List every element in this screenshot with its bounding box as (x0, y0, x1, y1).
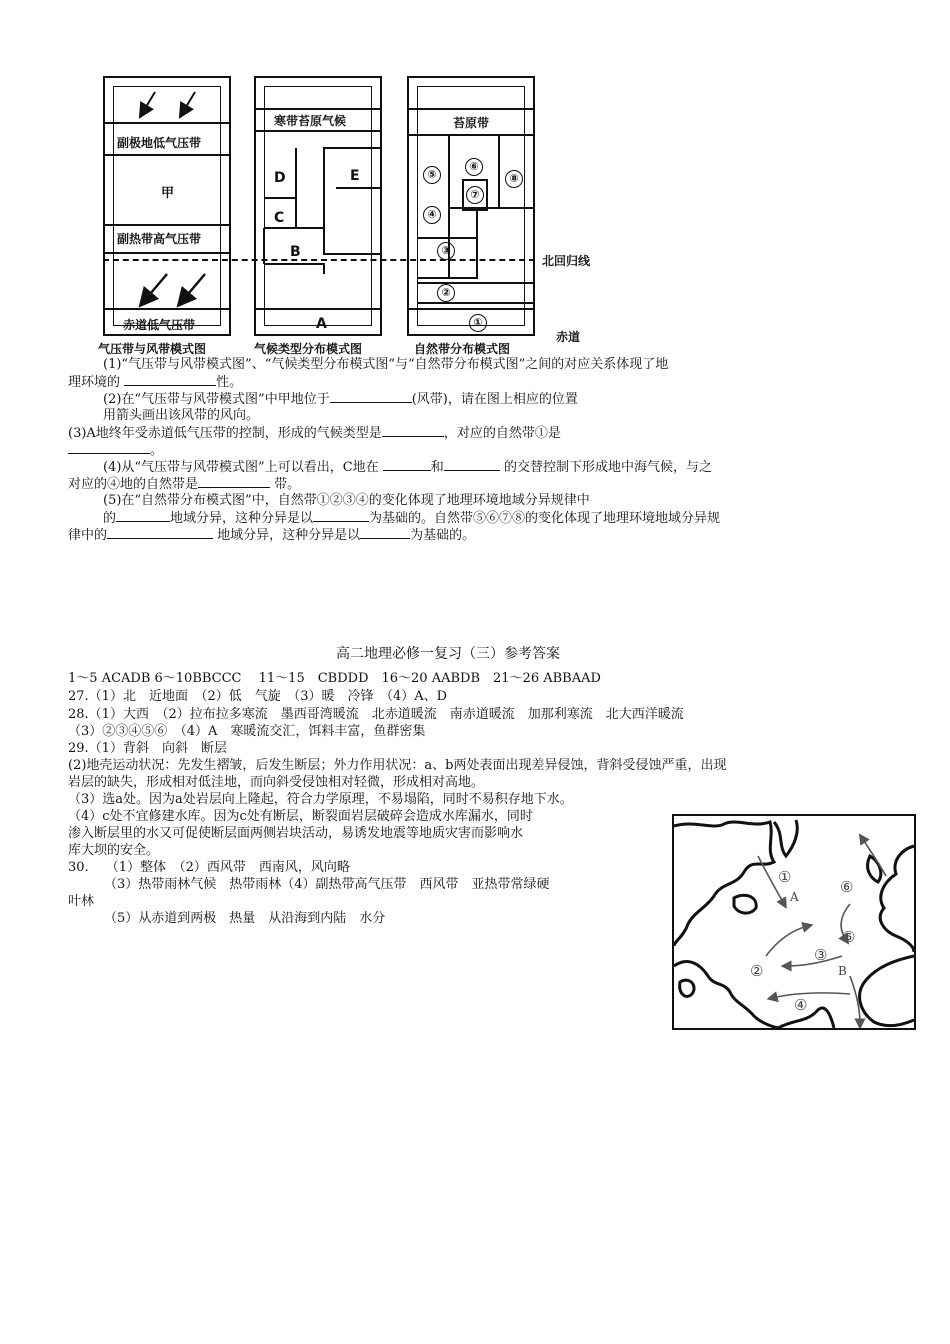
map-current-3-label: ③ (814, 946, 828, 964)
q4-text-2-post: 带。 (274, 477, 301, 492)
natural-zone-title: 自然带分布模式图 (414, 342, 511, 356)
answer-29-line4: （3）选a处。因为a处岩层向上隆起，符合力学原理，不易塌陷，同时不易积存地下水。 (68, 792, 573, 807)
q5-text-2-post: 为基础的。自然带⑤⑥⑦⑧的变化体现了地理环境地域分异规 (369, 511, 721, 526)
wind-arrows (105, 78, 229, 334)
q3-line1 (68, 424, 561, 442)
zone-8-label: ⑧ (505, 170, 523, 188)
q1-text-post: 性。 (216, 375, 243, 390)
q2-text-2: 用箭头画出该风带的风向。 (103, 408, 260, 423)
q2-text-pre: (2)在“气压带与风带模式图”中甲地位于 (103, 392, 330, 407)
answers-title: 高二地理必修一复习（三）参考答案 (336, 646, 560, 662)
q4-line2 (68, 475, 300, 493)
tropic-label: 北回归线 (542, 254, 591, 268)
answer-27: 27.（1）北 近地面 （2）低 气旋 （3）暖 冷锋 （4）A、D (68, 689, 448, 704)
answer-29-line2: (2)地壳运动状况：先发生褶皱，后发生断层；外力作用状况：a、b两处表面出现差异侵蚀，背斜受侵蚀严重，出现 (68, 758, 727, 773)
climate-title: 气候类型分布模式图 (254, 342, 363, 356)
climate-panel (254, 76, 382, 336)
answer-30-line4: （5）从赤道到两极 热量 从沿海到内陆 水分 (104, 911, 386, 926)
q4-blank-1[interactable] (383, 458, 431, 471)
answer-30-line1: 30. （1）整体 （2）西风带 西南风，风向略 (68, 860, 350, 875)
q4-text-pre: (4)从“气压带与风带模式图”上可以看出，C地在 (103, 460, 379, 475)
q5-line2 (103, 509, 720, 527)
tundra-zone-label: 苔原带 (453, 116, 490, 130)
q2-text-post: (风带)，请在图上相应的位置 (411, 392, 578, 407)
map-current-4-label: ④ (794, 996, 808, 1014)
ocean-currents-map (672, 814, 916, 1030)
q5-blank-4[interactable] (360, 526, 410, 539)
q4-blank-2[interactable] (444, 458, 500, 471)
q5-line3 (68, 526, 475, 544)
jia-label: 甲 (161, 186, 175, 201)
zone-3-label: ③ (437, 242, 455, 260)
q5-blank-2[interactable] (313, 509, 369, 522)
answer-29-line3: 岩层的缺失，形成相对低洼地，而向斜受侵蚀相对轻微，形成相对高地。 (68, 775, 485, 790)
map-point-a-label: A (790, 890, 799, 904)
equatorial-low-label: 赤道低气压带 (123, 318, 196, 332)
q5-text-2-mid: 地域分异，这种分异是以 (170, 511, 314, 526)
equator-label: 赤道 (556, 330, 581, 344)
answer-29-line6: 渗入断层里的水又可促使断层面两侧岩块活动，易诱发地震等地质灾害而影响水 (68, 826, 524, 841)
climate-e-label: E (350, 168, 360, 184)
q5-text-3-mid: 地域分异，这种分异是以 (217, 528, 361, 543)
q5-blank-3[interactable] (107, 526, 213, 539)
q3-text-end: 。 (150, 443, 164, 458)
q2-line2 (103, 407, 259, 424)
map-point-b-label: B (838, 964, 847, 978)
climate-b-label: B (290, 244, 301, 260)
tropic-line (103, 259, 535, 261)
subtropical-high-label: 副热带高气压带 (117, 232, 202, 246)
map-current-5-label: ⑤ (842, 928, 856, 946)
q5-text-3-pre: 律中的 (68, 528, 108, 543)
climate-d-label: D (274, 170, 286, 186)
answer-28-line2: （3）②③④⑤⑥ （4）A 寒暖流交汇，饵料丰富，鱼群密集 (68, 724, 426, 739)
natural-zone-panel (407, 76, 535, 336)
answer-29-line7: 库大坝的安全。 (68, 843, 160, 858)
q4-text-post: 的交替控制下形成地中海气候，与之 (503, 460, 712, 475)
climate-c-label: C (274, 210, 285, 226)
answers-mc: 1～5 ACADB 6～10BBCCC 11～15 CBDDD 16～20 AABDB 21～26 ABBAAD (68, 671, 601, 686)
q1-line2 (68, 373, 242, 391)
pressure-wind-title: 气压带与风带模式图 (98, 342, 207, 356)
q4-line1 (103, 458, 712, 476)
q3-line2 (68, 441, 163, 459)
q1-answer-blank[interactable] (124, 373, 216, 386)
zone-4-label: ④ (423, 206, 441, 224)
zone-7-label: ⑦ (466, 186, 484, 204)
climate-a-label: A (316, 316, 327, 332)
map-current-2-label: ② (750, 962, 764, 980)
tundra-climate-label: 寒带苔原气候 (274, 114, 347, 128)
answer-30-line3: 叶林 (68, 894, 95, 909)
q5-text: (5)在“自然带分布模式图”中，自然带①②③④的变化体现了地理环境地域分异规律中 (103, 493, 590, 508)
q2-line1 (103, 390, 578, 408)
q3-text-post: ，对应的自然带①是 (443, 426, 561, 441)
q2-answer-blank[interactable] (330, 390, 412, 403)
map-current-6-label: ⑥ (840, 878, 854, 896)
q3-zone-blank[interactable] (68, 441, 150, 454)
subpolar-low-label: 副极地低气压带 (117, 136, 202, 150)
map-current-1-label: ① (778, 868, 792, 886)
q1-text-pre: 理环境的 (68, 375, 121, 390)
q3-text-pre: (3)A地终年受赤道低气压带的控制，形成的气候类型是 (68, 426, 382, 441)
q5-text-2-pre: 的 (103, 511, 117, 526)
answer-28-line1: 28.（1）大西 （2）拉布拉多寒流 墨西哥湾暖流 北赤道暖流 南赤道暖流 加那利寒流 北大西洋暖流 (68, 707, 684, 722)
q3-climate-blank[interactable] (382, 424, 444, 437)
q5-text-3-post: 为基础的。 (410, 528, 476, 543)
q1-line1 (103, 356, 668, 373)
climate-blocks (256, 78, 380, 334)
q4-zone-blank[interactable] (198, 475, 270, 488)
zone-2-label: ② (437, 284, 455, 302)
q4-text-2-pre: 对应的④地的自然带是 (68, 477, 199, 492)
q4-text-mid: 和 (430, 460, 444, 475)
zone-1-label: ① (469, 314, 487, 332)
q5-blank-1[interactable] (116, 509, 170, 522)
q5-line1 (103, 492, 590, 509)
answer-29-line5: （4）c处不宜修建水库。因为c处有断层，断裂面岩层破碎会造成水库漏水，同时 (68, 809, 533, 824)
zone-6-label: ⑥ (465, 158, 483, 176)
answer-29-line1: 29.（1）背斜 向斜 断层 (68, 741, 227, 756)
pressure-wind-panel (103, 76, 231, 336)
zone-5-label: ⑤ (423, 166, 441, 184)
q1-text: (1)“气压带与风带模式图”、“气候类型分布模式图”与“自然带分布模式图”之间的对应关系体现了地 (103, 357, 669, 372)
answer-30-line2: （3）热带雨林气候 热带雨林（4）副热带高气压带 西风带 亚热带常绿硬 (104, 877, 550, 892)
